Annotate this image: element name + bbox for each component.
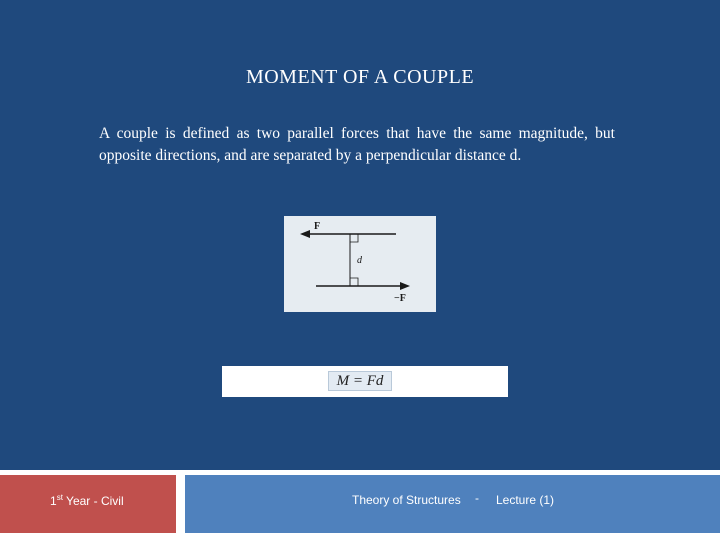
footer-left-panel xyxy=(0,475,176,533)
couple-diagram xyxy=(284,216,436,312)
footer-year-number: 1 xyxy=(50,494,57,508)
footer-lecture: Lecture (1) xyxy=(496,493,555,507)
right-angle-bottom xyxy=(350,278,358,286)
footer-course: Theory of Structures xyxy=(352,493,461,507)
top-force-arrowhead xyxy=(300,230,310,238)
distance-label: d xyxy=(357,255,362,266)
top-force-label: F xyxy=(314,221,321,232)
footer-year-rest: Year - Civil xyxy=(62,494,124,508)
slide-title: MOMENT OF A COUPLE xyxy=(245,66,475,88)
footer-year-suffix: st xyxy=(56,493,63,502)
footer-right-panel xyxy=(185,475,720,533)
bottom-force-arrowhead xyxy=(400,282,410,290)
right-angle-top xyxy=(350,234,358,242)
formula-panel xyxy=(222,366,508,397)
bottom-force-label: −F xyxy=(394,293,406,304)
footer-year xyxy=(50,493,124,508)
definition-paragraph: A couple is defined as two parallel forces that have the same magnitude, but opposite directions, and are separated by a perpendicular distance d. xyxy=(99,125,615,164)
footer-separator: - xyxy=(475,491,479,505)
moment-formula: M = Fd xyxy=(328,371,392,391)
